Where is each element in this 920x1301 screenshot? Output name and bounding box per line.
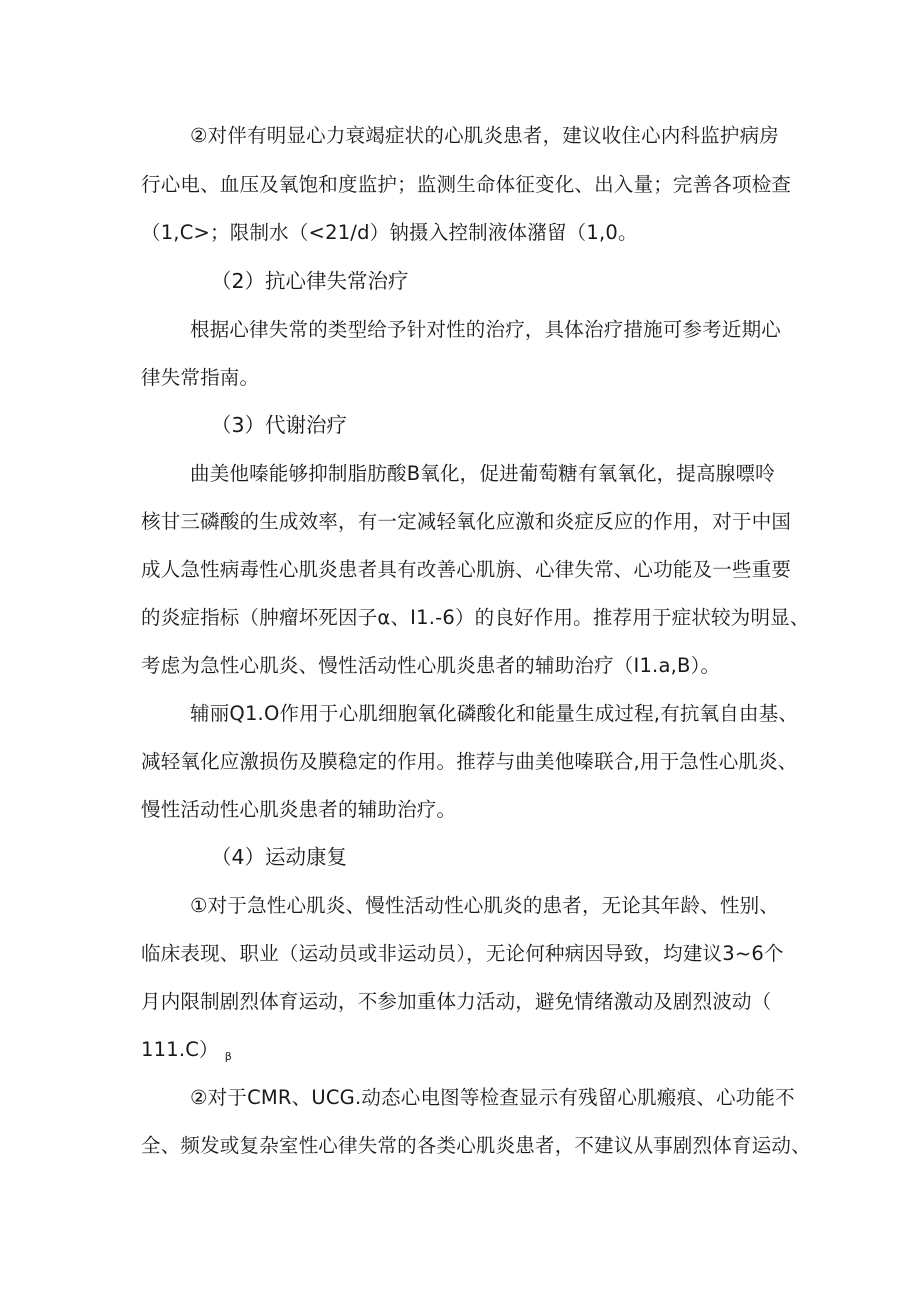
para1-line1: ②对伴有明显心力衰竭症状的心肌炎患者，建议收住心内科监护病房 <box>190 124 779 147</box>
para2-line1: 根据心律失常的类型给予针对性的治疗，具体治疗措施可参考近期心 <box>190 318 782 341</box>
para5-line4-text: 111.C） <box>141 1038 219 1061</box>
para3-line3: 成人急性病毒性心肌炎患者具有改善心肌旃、心律失常、心功能及一些重要 <box>141 558 792 581</box>
para3-line4: 的炎症指标（肿瘤坏死因子α、I1.-6）的良好作用。推荐用于症状较为明显、 <box>141 606 810 629</box>
para5-mark: β <box>224 1050 232 1063</box>
section-heading-2: （2）抗心律失常治疗 <box>211 269 409 293</box>
para3-line5: 考虑为急性心肌炎、慢性活动性心肌炎患者的辅助治疗（I1.a,B）。 <box>141 654 721 677</box>
para5-line2: 临床表现、职业（运动员或非运动员），无论何种病因导致，均建议3~6个 <box>141 942 784 965</box>
para1-line3: （1,C>；限制水（<21∕d）钠摄入控制液体潴留（1,0。 <box>141 221 638 244</box>
para4-line2: 减轻氧化应激损伤及膜稳定的作用。推荐与曲美他嗪联合,用于急性心肌炎、 <box>141 750 798 773</box>
para5-line1: ①对于急性心肌炎、慢性活动性心肌炎的患者，无论其年龄、性别、 <box>190 894 779 917</box>
section-heading-4: （4）运动康复 <box>211 845 348 869</box>
para5-line3: 月内限制剧烈体育运动，不参加重体力活动，避免情绪激动及剧烈波动（ <box>141 990 772 1013</box>
para5-line4 <box>141 1038 232 1069</box>
para2-line2: 律失常指南。 <box>141 366 260 389</box>
para1-line2: 行心电、血压及氧饱和度监护；监测生命体征变化、出入量；完善各项检查 <box>141 173 792 196</box>
para3-line1: 曲美他嗪能够抑制脂肪酸B氧化，促进葡萄糖有氧氧化，提高腺嘌呤 <box>190 462 775 485</box>
section-heading-3: （3）代谢治疗 <box>211 413 348 437</box>
para6-line1: ②对于CMR、UCG.动态心电图等检查显示有残留心肌瘢痕、心功能不 <box>190 1086 795 1109</box>
para4-line3: 慢性活动性心肌炎患者的辅助治疗。 <box>141 798 457 821</box>
para3-line2: 核甘三磷酸的生成效率，有一定减轻氧化应激和炎症反应的作用，对于中国 <box>141 510 792 533</box>
para4-line1: 辅丽Q1.O作用于心肌细胞氧化磷酸化和能量生成过程,有抗氧自由基、 <box>190 702 799 725</box>
para6-line2: 全、频发或复杂室性心律失常的各类心肌炎患者，不建议从事剧烈体育运动、 <box>141 1134 811 1157</box>
